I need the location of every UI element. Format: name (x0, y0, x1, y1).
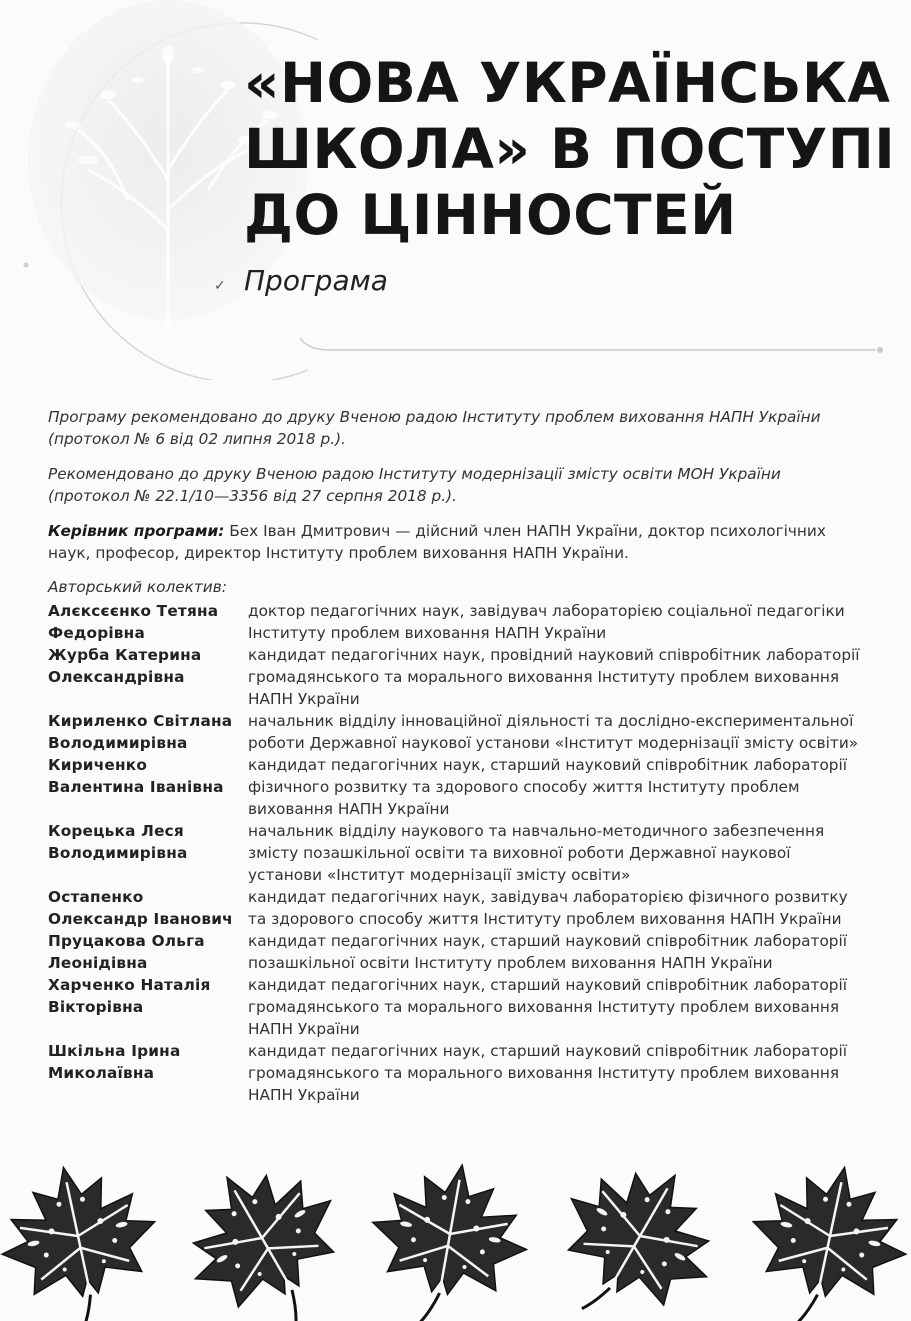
author-name: Остапенко Олександр Іванович (48, 888, 233, 928)
authors-list (48, 600, 860, 1106)
author-row (48, 974, 860, 1040)
author-row (48, 820, 860, 886)
author-row (48, 644, 860, 710)
author-description: доктор педагогічних наук, завідувач лабораторією соціальної педагогіки Інституту проблем виховання НАПН України (248, 602, 845, 642)
maple-leaves-decoration (0, 1152, 911, 1321)
author-description: начальник відділу наукового та навчально-методичного забезпечення змісту позашкільної освіти та виховної роботи Державної наукової установи «Інститут модернізації змісту освіти» (248, 822, 825, 884)
program-leader-text: Бех Іван Дмитрович — дійсний член НАПН України, доктор психологічних наук, професор, директор Інституту проблем виховання НАПН України. (48, 522, 826, 562)
document-subtitle: Програма (244, 264, 388, 297)
author-row (48, 754, 860, 820)
author-description: кандидат педагогічних наук, завідувач лабораторією фізичного розвитку та здорового способу життя Інституту проблем виховання НАПН України (248, 888, 848, 928)
title-line-2: ШКОЛА» В ПОСТУПІ (244, 117, 896, 181)
title-line-3: ДО ЦІННОСТЕЙ (244, 183, 737, 247)
program-leader (48, 520, 858, 564)
author-description: кандидат педагогічних наук, старший науковий співробітник лабораторії фізичного розвитку та здорового способу життя Інституту проблем виховання НАПН України (248, 756, 848, 818)
author-row (48, 930, 860, 974)
authors-heading: Авторський колектив: (48, 578, 227, 596)
tick-mark-icon: ✓ (214, 278, 226, 294)
author-row (48, 886, 860, 930)
recommendation-text-2: Рекомендовано до друку Вченою радою Інституту модернізації змісту освіти МОН України (протокол № 22.1/10—3356 від 27 серпня 2018 р.). (48, 465, 781, 505)
author-name: Кириченко Валентина Іванівна (48, 756, 224, 796)
decorative-divider (300, 336, 890, 370)
author-description: кандидат педагогічних наук, провідний науковий співробітник лабораторії громадянського та морального виховання Інституту проблем виховання НАПН України (248, 646, 860, 708)
author-row (48, 600, 860, 644)
author-description: кандидат педагогічних наук, старший науковий співробітник лабораторії громадянського та морального виховання Інституту проблем виховання НАПН України (248, 976, 848, 1038)
author-name: Шкільна Ірина Миколаївна (48, 1042, 181, 1082)
program-leader-label: Керівник програми: (48, 522, 225, 540)
title-line-1: «НОВА УКРАЇНСЬКА (244, 51, 891, 115)
recommendation-text-1: Програму рекомендовано до друку Вченою радою Інституту проблем виховання НАПН України (протокол № 6 від 02 липня 2018 р.). (48, 408, 821, 448)
author-name: Кириленко Світлана Володимирівна (48, 712, 233, 752)
author-row (48, 1040, 860, 1106)
author-description: начальник відділу інноваційної діяльності та дослідно-експериментальної роботи Державної наукової установи «Інститут модернізації змісту освіти» (248, 712, 859, 752)
author-row (48, 710, 860, 754)
author-description: кандидат педагогічних наук, старший науковий співробітник лабораторії громадянського та морального виховання Інституту проблем виховання НАПН України (248, 1042, 848, 1104)
author-name: Журба Катерина Олександрівна (48, 646, 202, 686)
author-name: Пруцакова Ольга Леонідівна (48, 932, 205, 972)
author-description: кандидат педагогічних наук, старший науковий співробітник лабораторії позашкільної освіти Інституту проблем виховання НАПН України (248, 932, 848, 972)
author-name: Корецька Леся Володимирівна (48, 822, 188, 862)
document-title (244, 50, 896, 248)
author-name: Алєксєєнко Тетяна Федорівна (48, 602, 219, 642)
author-name: Харченко Наталія Вікторівна (48, 976, 211, 1016)
